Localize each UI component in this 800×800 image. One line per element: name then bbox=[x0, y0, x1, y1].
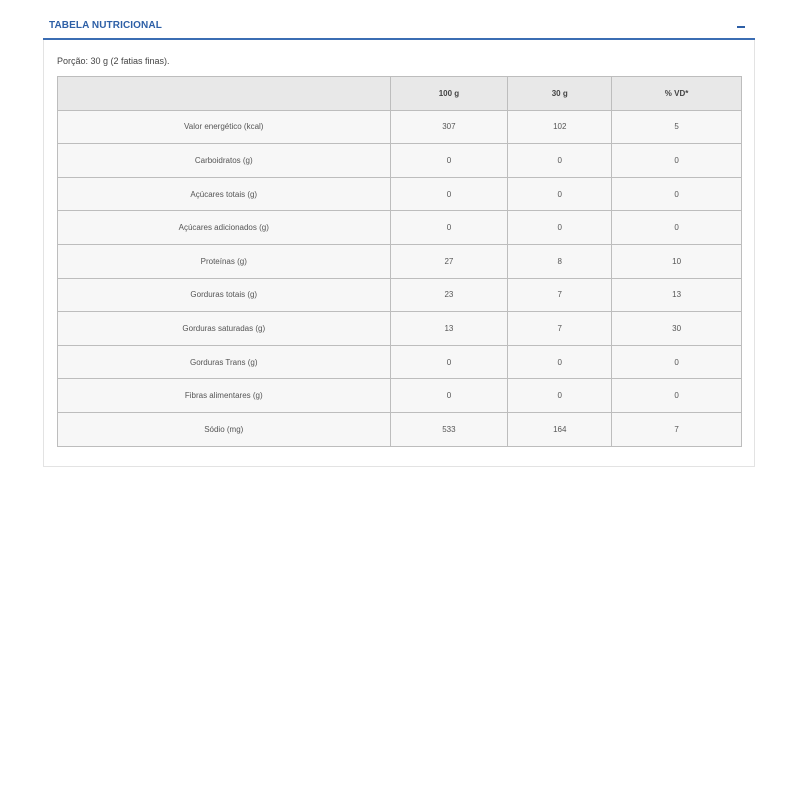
value-vd: 0 bbox=[612, 144, 742, 178]
minus-icon[interactable] bbox=[735, 16, 749, 34]
table-row bbox=[58, 177, 742, 211]
nutrition-panel bbox=[43, 14, 755, 467]
table-row bbox=[58, 278, 742, 312]
nutrient-name: Gorduras Trans (g) bbox=[58, 345, 391, 379]
nutrient-name: Gorduras totais (g) bbox=[58, 278, 391, 312]
value-100g: 13 bbox=[390, 312, 508, 346]
value-100g: 23 bbox=[390, 278, 508, 312]
value-30g: 0 bbox=[508, 177, 612, 211]
value-100g: 307 bbox=[390, 110, 508, 144]
nutrient-name: Fibras alimentares (g) bbox=[58, 379, 391, 413]
value-30g: 8 bbox=[508, 244, 612, 278]
header-cell-30g: 30 g bbox=[508, 77, 612, 111]
value-vd: 5 bbox=[612, 110, 742, 144]
value-vd: 0 bbox=[612, 177, 742, 211]
value-100g: 0 bbox=[390, 144, 508, 178]
table-row bbox=[58, 312, 742, 346]
value-30g: 7 bbox=[508, 278, 612, 312]
value-100g: 0 bbox=[390, 177, 508, 211]
table-row bbox=[58, 345, 742, 379]
panel-title: TABELA NUTRICIONAL bbox=[49, 20, 162, 31]
nutrient-name: Açúcares totais (g) bbox=[58, 177, 391, 211]
value-vd: 0 bbox=[612, 345, 742, 379]
value-30g: 0 bbox=[508, 211, 612, 245]
value-vd: 13 bbox=[612, 278, 742, 312]
value-30g: 0 bbox=[508, 144, 612, 178]
table-row bbox=[58, 144, 742, 178]
table-row bbox=[58, 379, 742, 413]
nutrition-table bbox=[57, 76, 742, 447]
value-vd: 10 bbox=[612, 244, 742, 278]
nutrient-name: Sódio (mg) bbox=[58, 412, 391, 446]
value-100g: 0 bbox=[390, 379, 508, 413]
nutrient-name: Carboidratos (g) bbox=[58, 144, 391, 178]
table-row bbox=[58, 244, 742, 278]
nutrient-name: Açúcares adicionados (g) bbox=[58, 211, 391, 245]
header-cell-100g: 100 g bbox=[390, 77, 508, 111]
table-row bbox=[58, 412, 742, 446]
table-header-row bbox=[58, 77, 742, 111]
value-30g: 7 bbox=[508, 312, 612, 346]
value-100g: 0 bbox=[390, 211, 508, 245]
nutrient-name: Valor energético (kcal) bbox=[58, 110, 391, 144]
value-100g: 533 bbox=[390, 412, 508, 446]
value-100g: 0 bbox=[390, 345, 508, 379]
value-vd: 30 bbox=[612, 312, 742, 346]
header-cell-nutrient bbox=[58, 77, 391, 111]
value-vd: 0 bbox=[612, 211, 742, 245]
value-30g: 0 bbox=[508, 379, 612, 413]
value-30g: 0 bbox=[508, 345, 612, 379]
header-cell-vd: % VD* bbox=[612, 77, 742, 111]
nutrient-name: Proteínas (g) bbox=[58, 244, 391, 278]
value-vd: 0 bbox=[612, 379, 742, 413]
panel-body bbox=[43, 40, 755, 467]
value-30g: 102 bbox=[508, 110, 612, 144]
value-30g: 164 bbox=[508, 412, 612, 446]
value-vd: 7 bbox=[612, 412, 742, 446]
portion-text: Porção: 30 g (2 fatias finas). bbox=[57, 56, 170, 66]
value-100g: 27 bbox=[390, 244, 508, 278]
table-row bbox=[58, 211, 742, 245]
table-row bbox=[58, 110, 742, 144]
nutrient-name: Gorduras saturadas (g) bbox=[58, 312, 391, 346]
panel-header[interactable] bbox=[43, 14, 755, 40]
